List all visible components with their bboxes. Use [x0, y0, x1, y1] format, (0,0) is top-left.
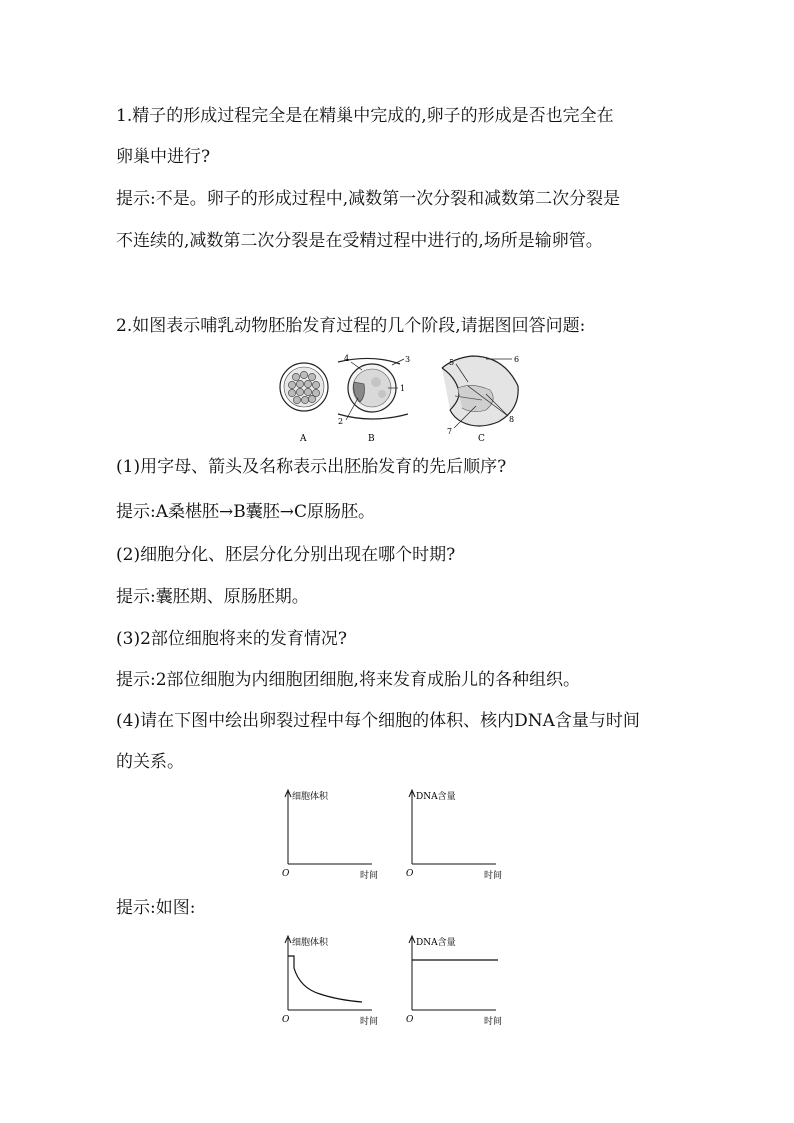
q2-sub4-line2: 的关系。	[116, 752, 184, 772]
q1-question-line2: 卵巢中进行?	[116, 147, 211, 167]
embryo-stages-figure	[272, 352, 532, 446]
label-b: B	[368, 434, 375, 444]
q2-hint-sub3: 提示:2部位细胞为内细胞团细胞,将来发育成胎儿的各种组织。	[116, 670, 580, 690]
q2-sub3: (3)2部位细胞将来的发育情况?	[116, 629, 348, 649]
q2-hint-sub2: 提示:囊胚期、原肠胚期。	[116, 587, 309, 607]
label-num-1: 1	[400, 384, 406, 393]
label-a: A	[300, 434, 307, 444]
time-xlabel: 时间	[360, 1017, 379, 1027]
volume-ylabel: 细胞体积	[292, 792, 329, 802]
q2-sub4-line1: (4)请在下图中绘出卵裂过程中每个细胞的体积、核内DNA含量与时间	[116, 711, 640, 731]
origin-label: O	[282, 869, 290, 879]
label-num-7: 7	[447, 427, 453, 436]
origin-label: O	[406, 869, 414, 879]
label-num-2: 2	[338, 417, 344, 426]
q2-hint-sub1: 提示:A桑椹胚→B囊胚→C原肠胚。	[116, 502, 375, 522]
q1-hint-line2: 不连续的,减数第二次分裂是在受精过程中进行的,场所是输卵管。	[116, 231, 603, 251]
q2-sub2: (2)细胞分化、胚层分化分别出现在哪个时期?	[116, 545, 456, 565]
label-num-5: 5	[449, 358, 455, 367]
volume-ylabel: 细胞体积	[292, 938, 329, 948]
dna-ylabel: DNA含量	[416, 938, 456, 948]
answer-volume-graph	[280, 932, 400, 1028]
time-xlabel: 时间	[360, 871, 379, 881]
blastocyst-drawing	[338, 358, 408, 419]
label-num-6: 6	[514, 355, 520, 364]
label-num-8: 8	[509, 415, 515, 424]
origin-label: O	[406, 1015, 414, 1025]
volume-decrease-curve	[288, 956, 362, 1002]
q2-sub1: (1)用字母、箭头及名称表示出胚胎发育的先后顺序?	[116, 457, 507, 477]
q1-hint-line1: 提示:不是。卵子的形成过程中,减数第一次分裂和减数第二次分裂是	[116, 189, 621, 209]
label-num-3: 3	[405, 355, 411, 364]
label-num-4: 4	[344, 354, 350, 363]
answer-dna-graph	[404, 932, 524, 1028]
time-xlabel: 时间	[484, 1017, 503, 1027]
label-c: C	[478, 434, 485, 444]
q1-question-line1: 1.精子的形成过程完全是在精巢中完成的,卵子的形成是否也完全在	[116, 106, 614, 126]
time-xlabel: 时间	[484, 871, 503, 881]
morula-drawing	[280, 363, 328, 411]
blank-dna-graph	[404, 786, 524, 882]
dna-ylabel: DNA含量	[416, 792, 456, 802]
q2-intro: 2.如图表示哺乳动物胚胎发育过程的几个阶段,请据图回答问题:	[116, 316, 586, 336]
origin-label: O	[282, 1015, 290, 1025]
q2-hint-sub4: 提示:如图:	[116, 898, 196, 918]
blank-volume-graph	[280, 786, 400, 882]
